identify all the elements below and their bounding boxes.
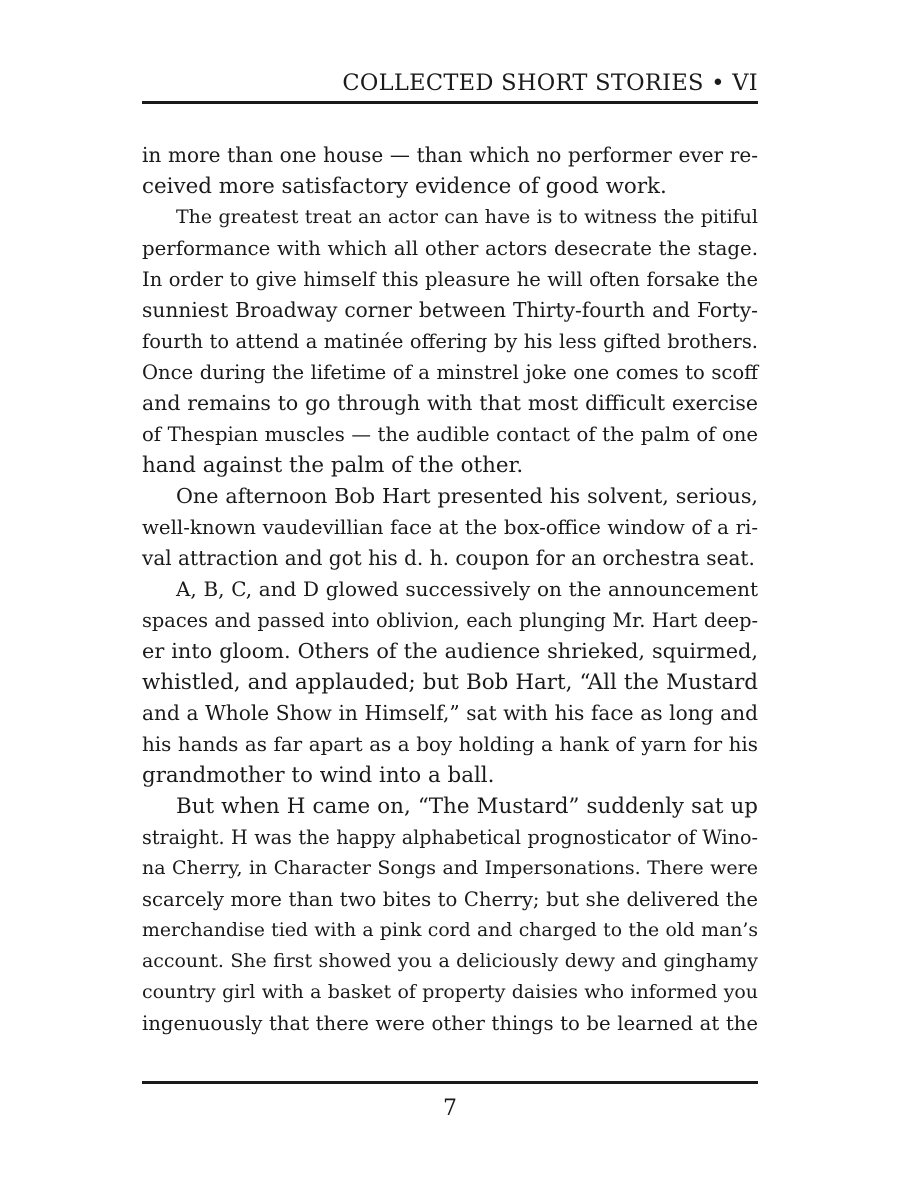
text-line: performance with which all other actors desecrate the stage. bbox=[142, 237, 758, 260]
text-line: and a Whole Show in Himself,” sat with his face as long and bbox=[142, 701, 758, 725]
page-number: 7 bbox=[443, 1096, 457, 1121]
text-line: ingenuously that there were other things to be learned at the bbox=[142, 1012, 758, 1035]
text-line: straight. H was the happy alphabetical prognosticator of Wino- bbox=[142, 826, 758, 849]
text-line: ceived more satisfactory evidence of good work. bbox=[142, 174, 667, 199]
text-line: scarcely more than two bites to Cherry; but she delivered the bbox=[142, 888, 758, 911]
text-line: er into gloom. Others of the audience shrieked, squirmed, bbox=[142, 639, 758, 663]
text-line: One afternoon Bob Hart presented his solvent, serious, bbox=[176, 484, 758, 508]
body-text bbox=[142, 140, 758, 1039]
text-line: fourth to attend a matinée offering by his less gifted brothers. bbox=[142, 330, 758, 353]
text-line: val attraction and got his d. h. coupon for an orchestra seat. bbox=[142, 546, 755, 570]
text-line: whistled, and applauded; but Bob Hart, “All the Mustard bbox=[142, 670, 758, 695]
text-line: country girl with a basket of property daisies who informed you bbox=[142, 981, 758, 1003]
header-rule bbox=[142, 101, 758, 104]
text-line: well-known vaudevillian face at the box-office window of a ri- bbox=[142, 516, 758, 539]
text-line: The greatest treat an actor can have is to witness the pitiful bbox=[176, 206, 758, 228]
footer-rule bbox=[142, 1081, 758, 1084]
text-line: In order to give himself this pleasure he will often forsake the bbox=[142, 268, 758, 291]
running-head: COLLECTED SHORT STORIES • VI bbox=[342, 70, 758, 96]
text-line: merchandise tied with a pink cord and charged to the old man’s bbox=[142, 920, 758, 941]
text-line: But when H came on, “The Mustard” suddenly sat up bbox=[176, 794, 758, 819]
text-line: his hands as far apart as a boy holding a hank of yarn for his bbox=[142, 733, 758, 756]
text-line: in more than one house — than which no performer ever re- bbox=[142, 143, 758, 167]
text-line: and remains to go through with that most difficult exercise bbox=[142, 391, 758, 415]
text-line: sunniest Broadway corner between Thirty-fourth and Forty- bbox=[142, 298, 758, 322]
text-line: na Cherry, in Character Songs and Impersonations. There were bbox=[142, 857, 758, 879]
text-line: Once during the lifetime of a minstrel joke one comes to scoff bbox=[142, 361, 758, 384]
text-line: of Thespian muscles — the audible contact of the palm of one bbox=[142, 423, 758, 446]
text-line: account. She first showed you a deliciously dewy and ginghamy bbox=[142, 950, 758, 972]
text-line: grandmother to wind into a ball. bbox=[142, 763, 495, 788]
text-line: A, B, C, and D glowed successively on the announcement bbox=[176, 577, 758, 601]
text-line: hand against the palm of the other. bbox=[142, 453, 524, 478]
text-line: spaces and passed into oblivion, each plunging Mr. Hart deep- bbox=[142, 609, 758, 632]
